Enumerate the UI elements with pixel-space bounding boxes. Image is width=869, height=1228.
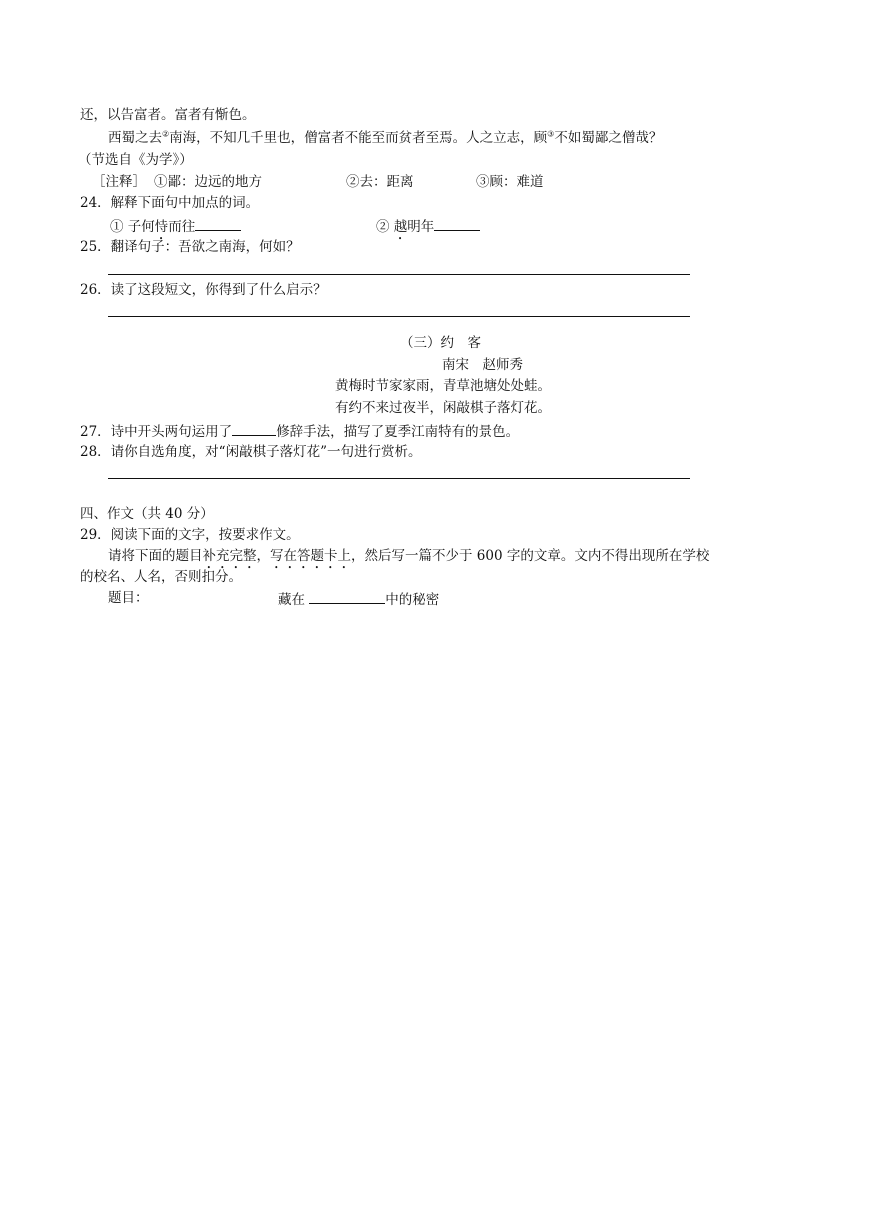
answer-line[interactable] bbox=[108, 316, 690, 317]
section-heading: 四、作文（共 40 分） bbox=[80, 506, 214, 522]
answer-blank[interactable] bbox=[195, 216, 241, 231]
question-27 bbox=[80, 421, 519, 441]
dotted-phrase: 补充完整，写在答题卡上 bbox=[202, 548, 351, 564]
footnote-marker: ② bbox=[162, 129, 170, 139]
passage-text: 西蜀之去 bbox=[108, 130, 162, 146]
answer-blank[interactable] bbox=[232, 421, 276, 436]
note-3: ③顾：难道 bbox=[476, 174, 544, 190]
title-blank[interactable] bbox=[309, 589, 385, 604]
answer-line[interactable] bbox=[108, 478, 690, 479]
item-number: ① bbox=[110, 219, 124, 235]
question-28: 28．请你自选角度，对“闲敲棋子落灯花”一句进行赏析。 bbox=[80, 444, 422, 460]
passage-source: （节选自《为学》） bbox=[78, 152, 193, 168]
item-text: 明年 bbox=[407, 219, 435, 235]
essay-title-label: 题目： bbox=[108, 590, 149, 606]
requirement-text: ，然后写一篇不少于 600 字的文章。文内不得出现所在学校 bbox=[351, 548, 710, 564]
notes-label: ［注释］ bbox=[92, 174, 146, 190]
passage-line-2 bbox=[108, 129, 662, 147]
poem-line-2: 有约不来过夜半，闲敲棋子落灯花。 bbox=[335, 400, 551, 416]
answer-line[interactable] bbox=[108, 274, 690, 275]
answer-blank[interactable] bbox=[434, 216, 480, 231]
item-text: 子何 bbox=[127, 219, 155, 235]
item-text: 而往 bbox=[168, 219, 196, 235]
question-29: 29．阅读下面的文字，按要求作文。 bbox=[80, 527, 300, 543]
note-1: ①鄙：边远的地方 bbox=[154, 174, 262, 190]
passage-text: 南海，不知几千里也，僧富者不能至而贫者至焉。人之立志，顾 bbox=[169, 130, 548, 146]
passage-line-1: 还，以告富者。富者有惭色。 bbox=[80, 107, 256, 123]
poem-author: 南宋 赵师秀 bbox=[442, 357, 523, 373]
passage-text: 不如蜀鄙之僧哉？ bbox=[554, 130, 663, 146]
dotted-word: 恃 bbox=[154, 219, 169, 235]
essay-requirement-cont: 的校名、人名，否则扣分。 bbox=[80, 569, 242, 585]
question-24: 24．解释下面句中加点的词。 bbox=[80, 195, 260, 211]
question-text: 27．诗中开头两句运用了 bbox=[80, 424, 233, 440]
poem-heading: （三）约 客 bbox=[400, 335, 481, 351]
q24-item-2 bbox=[376, 216, 480, 243]
title-text: 藏在 bbox=[278, 592, 305, 608]
question-text: 修辞手法，描写了夏季江南特有的景色。 bbox=[276, 424, 520, 440]
dotted-word: 越 bbox=[393, 219, 408, 235]
item-number: ② bbox=[376, 219, 390, 235]
footnote-marker: ③ bbox=[547, 129, 555, 139]
poem-line-1: 黄梅时节家家雨，青草池塘处处蛙。 bbox=[335, 378, 551, 394]
title-text: 中的秘密 bbox=[385, 592, 440, 608]
question-26: 26．读了这段短文，你得到了什么启示？ bbox=[80, 282, 327, 298]
requirement-text: 请将下面的题目 bbox=[108, 548, 203, 564]
note-2: ②去：距离 bbox=[346, 174, 414, 190]
essay-title bbox=[278, 589, 439, 609]
question-25: 25．翻译句子：吾欲之南海，何如？ bbox=[80, 239, 300, 255]
